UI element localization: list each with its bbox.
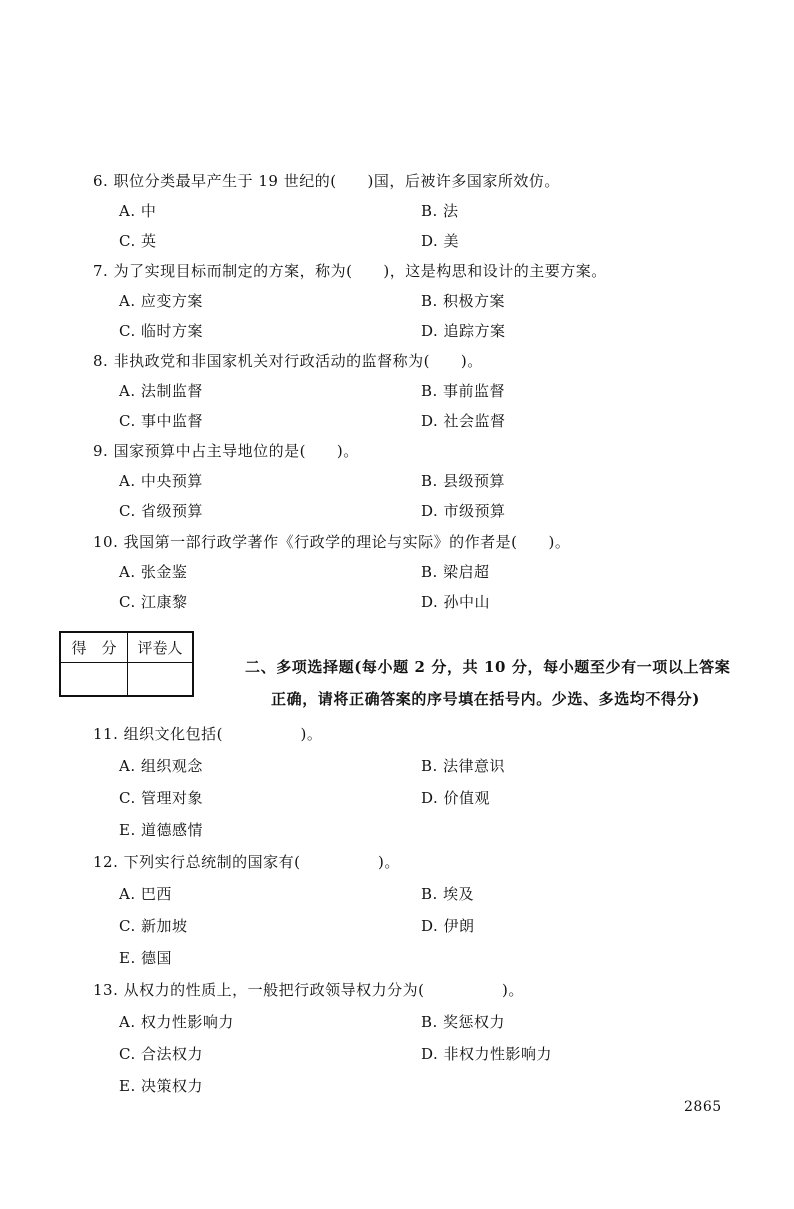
question-7-option-a: A. 应变方案: [119, 292, 203, 310]
question-11-option-c: C. 管理对象: [119, 789, 203, 807]
question-11-option-d: D. 价值观: [421, 789, 491, 807]
question-8-option-d: D. 社会监督: [421, 412, 506, 430]
question-6-stem: 6. 职位分类最早产生于 19 世纪的( )国，后被许多国家所效仿。: [93, 172, 560, 190]
question-12-stem: 12. 下列实行总统制的国家有( )。: [93, 853, 400, 871]
question-13-option-c: C. 合法权力: [119, 1045, 203, 1063]
question-7-option-c: C. 临时方案: [119, 322, 203, 340]
question-7-stem: 7. 为了实现目标而制定的方案，称为( )，这是构思和设计的主要方案。: [93, 262, 607, 280]
question-12-option-d: D. 伊朗: [421, 917, 475, 935]
question-6-option-d: D. 美: [421, 232, 460, 250]
question-9-option-b: B. 县级预算: [421, 472, 506, 490]
question-10-option-d: D. 孙中山: [421, 593, 491, 611]
question-9-stem: 9. 国家预算中占主导地位的是( )。: [93, 442, 359, 460]
question-13-option-a: A. 权力性影响力: [119, 1013, 234, 1031]
question-11-stem: 11. 组织文化包括( )。: [93, 725, 323, 743]
grader-label: 评卷人: [128, 633, 192, 663]
question-6-option-b: B. 法: [421, 202, 459, 220]
page-number: 2865: [684, 1099, 722, 1115]
section-2-title-line-2: 正确，请将正确答案的序号填在括号内。少选、多选均不得分): [271, 690, 700, 708]
section-2-title-line-1: 二、多项选择题(每小题 2 分，共 10 分，每小题至少有一项以上答案: [245, 658, 731, 676]
question-12-option-b: B. 埃及: [421, 885, 475, 903]
question-11-option-b: B. 法律意识: [421, 757, 506, 775]
question-9-option-d: D. 市级预算: [421, 502, 506, 520]
question-10-option-c: C. 江康黎: [119, 593, 188, 611]
question-9-option-a: A. 中央预算: [119, 472, 203, 490]
question-8-option-b: B. 事前监督: [421, 382, 506, 400]
question-9-option-c: C. 省级预算: [119, 502, 203, 520]
question-6-option-a: A. 中: [119, 202, 157, 220]
score-cell: [61, 663, 128, 695]
question-7-option-d: D. 追踪方案: [421, 322, 506, 340]
score-table: [59, 631, 194, 697]
question-11-option-a: A. 组织观念: [119, 757, 203, 775]
question-10-stem: 10. 我国第一部行政学著作《行政学的理论与实际》的作者是( )。: [93, 533, 571, 551]
question-12-option-a: A. 巴西: [119, 885, 172, 903]
question-13-stem: 13. 从权力的性质上，一般把行政领导权力分为( )。: [93, 981, 524, 999]
question-13-option-d: D. 非权力性影响力: [421, 1045, 553, 1063]
question-12-option-e: E. 德国: [119, 949, 172, 967]
question-10-option-a: A. 张金鉴: [119, 563, 188, 581]
question-8-option-a: A. 法制监督: [119, 382, 203, 400]
question-13-option-b: B. 奖惩权力: [421, 1013, 506, 1031]
question-6-option-c: C. 英: [119, 232, 157, 250]
question-7-option-b: B. 积极方案: [421, 292, 506, 310]
question-8-option-c: C. 事中监督: [119, 412, 203, 430]
question-13-option-e: E. 决策权力: [119, 1077, 203, 1095]
score-label: 得 分: [61, 633, 128, 663]
grader-cell: [128, 663, 192, 695]
question-11-option-e: E. 道德感情: [119, 821, 203, 839]
question-8-stem: 8. 非执政党和非国家机关对行政活动的监督称为( )。: [93, 352, 483, 370]
question-12-option-c: C. 新加坡: [119, 917, 188, 935]
question-10-option-b: B. 梁启超: [421, 563, 490, 581]
